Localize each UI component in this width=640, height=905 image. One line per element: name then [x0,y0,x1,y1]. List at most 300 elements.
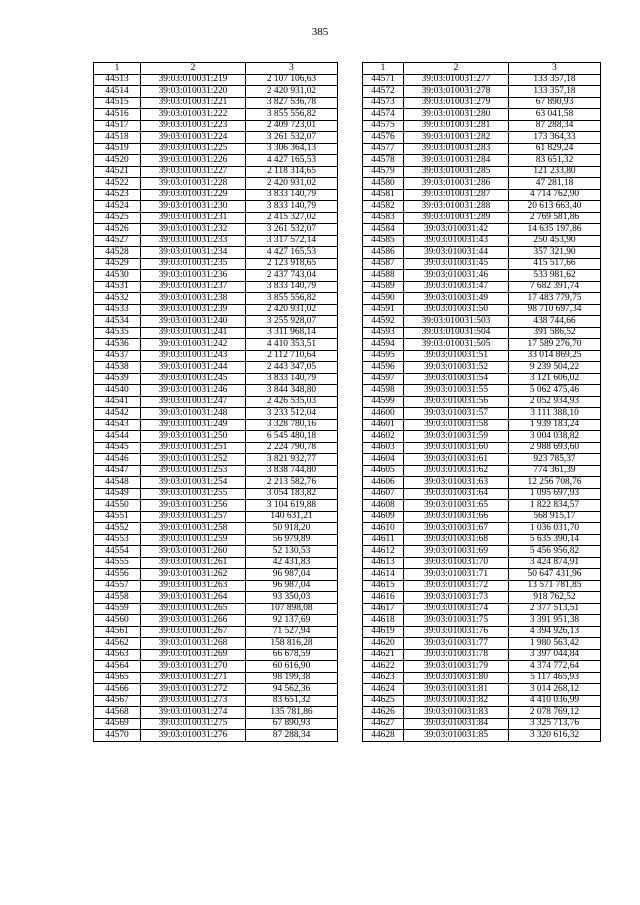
value-cell: 12 256 708,76 [509,477,601,489]
value-cell: 107 898,08 [246,603,338,615]
value-cell: 5 635 390,14 [509,534,601,546]
row-number-cell: 44533 [94,304,141,316]
table-row [363,327,601,339]
cadastral-number-cell: 39:03:010031:55 [404,385,509,397]
table-row [363,615,601,627]
row-number-cell: 44580 [363,178,404,190]
value-cell: 918 762,52 [509,592,601,604]
cadastral-number-cell: 39:03:010031:244 [141,362,246,374]
cadastral-number-cell: 39:03:010031:247 [141,396,246,408]
table-row [94,224,338,236]
table-row [94,511,338,523]
table-row [363,132,601,144]
cadastral-number-cell: 39:03:010031:248 [141,408,246,420]
cadastral-number-cell: 39:03:010031:266 [141,615,246,627]
cadastral-number-cell: 39:03:010031:230 [141,201,246,213]
header-cell: 2 [141,63,246,75]
row-number-cell: 44527 [94,235,141,247]
table-row [363,224,601,236]
row-number-cell: 44559 [94,603,141,615]
value-cell: 98 710 697,34 [509,304,601,316]
cadastral-number-cell: 39:03:010031:64 [404,488,509,500]
value-cell: 2 123 918,65 [246,258,338,270]
table-row [363,626,601,638]
table-row [363,201,601,213]
row-number-cell: 44522 [94,178,141,190]
cadastral-number-cell: 39:03:010031:271 [141,672,246,684]
value-cell: 2 420 931,02 [246,304,338,316]
row-number-cell: 44567 [94,695,141,707]
row-number-cell: 44578 [363,155,404,167]
value-cell: 158 816,28 [246,638,338,650]
value-cell: 2 213 582,76 [246,477,338,489]
table-row [94,557,338,569]
cadastral-number-cell: 39:03:010031:67 [404,523,509,535]
row-number-cell: 44541 [94,396,141,408]
row-number-cell: 44605 [363,465,404,477]
row-number-cell: 44534 [94,316,141,328]
table-row [94,339,338,351]
table-row [94,603,338,615]
row-number-cell: 44577 [363,143,404,155]
value-cell: 33 014 869,25 [509,350,601,362]
value-cell: 4 394 926,13 [509,626,601,638]
cadastral-number-cell: 39:03:010031:46 [404,270,509,282]
cadastral-number-cell: 39:03:010031:223 [141,120,246,132]
table-row [363,373,601,385]
header-cell: 1 [363,63,404,75]
cadastral-number-cell: 39:03:010031:245 [141,373,246,385]
row-number-cell: 44624 [363,684,404,696]
cadastral-number-cell: 39:03:010031:226 [141,155,246,167]
table-row [363,350,601,362]
row-number-cell: 44569 [94,718,141,730]
table-row [94,546,338,558]
row-number-cell: 44595 [363,350,404,362]
value-cell: 133 357,18 [509,74,601,86]
value-cell: 50 918,20 [246,523,338,535]
row-number-cell: 44600 [363,408,404,420]
table-row [94,350,338,362]
value-cell: 4 410 353,51 [246,339,338,351]
value-cell: 7 682 391,74 [509,281,601,293]
row-number-cell: 44547 [94,465,141,477]
row-number-cell: 44579 [363,166,404,178]
table-row [94,672,338,684]
table-row [94,293,338,305]
value-cell: 2 769 581,86 [509,212,601,224]
cadastral-number-cell: 39:03:010031:71 [404,569,509,581]
cadastral-table-right [362,62,601,742]
row-number-cell: 44561 [94,626,141,638]
value-cell: 3 004 038,82 [509,431,601,443]
table-row [363,569,601,581]
cadastral-number-cell: 39:03:010031:274 [141,707,246,719]
table-row [94,477,338,489]
value-cell: 4 410 036,99 [509,695,601,707]
cadastral-number-cell: 39:03:010031:237 [141,281,246,293]
table-row [363,488,601,500]
value-cell: 2 443 347,05 [246,362,338,374]
table-row [363,316,601,328]
value-cell: 140 631,21 [246,511,338,523]
row-number-cell: 44618 [363,615,404,627]
value-cell: 2 420 931,02 [246,178,338,190]
table-row [94,270,338,282]
row-number-cell: 44609 [363,511,404,523]
row-number-cell: 44536 [94,339,141,351]
value-cell: 17 589 276,70 [509,339,601,351]
cadastral-number-cell: 39:03:010031:505 [404,339,509,351]
value-cell: 4 374 772,64 [509,661,601,673]
table-row [94,385,338,397]
row-number-cell: 44574 [363,109,404,121]
table-row [363,442,601,454]
row-number-cell: 44515 [94,97,141,109]
table-row [363,385,601,397]
row-number-cell: 44592 [363,316,404,328]
table-row [363,304,601,316]
cadastral-number-cell: 39:03:010031:256 [141,500,246,512]
table-row [363,97,601,109]
value-cell: 3 397 044,84 [509,649,601,661]
cadastral-number-cell: 39:03:010031:65 [404,500,509,512]
row-number-cell: 44531 [94,281,141,293]
value-cell: 1 822 834,57 [509,500,601,512]
row-number-cell: 44608 [363,500,404,512]
value-cell: 3 838 744,80 [246,465,338,477]
row-number-cell: 44607 [363,488,404,500]
row-number-cell: 44565 [94,672,141,684]
cadastral-number-cell: 39:03:010031:42 [404,224,509,236]
row-number-cell: 44627 [363,718,404,730]
row-number-cell: 44572 [363,86,404,98]
row-number-cell: 44598 [363,385,404,397]
cadastral-number-cell: 39:03:010031:79 [404,661,509,673]
value-cell: 67 890,93 [246,718,338,730]
value-cell: 2 107 106,63 [246,74,338,86]
cadastral-number-cell: 39:03:010031:233 [141,235,246,247]
row-number-cell: 44626 [363,707,404,719]
table-row [94,155,338,167]
row-number-cell: 44602 [363,431,404,443]
cadastral-number-cell: 39:03:010031:43 [404,235,509,247]
table-row [363,270,601,282]
row-number-cell: 44526 [94,224,141,236]
value-cell: 438 744,66 [509,316,601,328]
value-cell: 92 137,69 [246,615,338,627]
cadastral-number-cell: 39:03:010031:261 [141,557,246,569]
table-row [363,454,601,466]
table-row [363,74,601,86]
page-number: 385 [311,26,329,38]
table-row [94,626,338,638]
table-row [94,500,338,512]
row-number-cell: 44611 [363,534,404,546]
cadastral-number-cell: 39:03:010031:73 [404,592,509,604]
value-cell: 47 281,18 [509,178,601,190]
table-row [363,638,601,650]
table-row [94,235,338,247]
row-number-cell: 44599 [363,396,404,408]
row-number-cell: 44622 [363,661,404,673]
cadastral-number-cell: 39:03:010031:60 [404,442,509,454]
table-row [94,109,338,121]
value-cell: 3 827 536,78 [246,97,338,109]
table-row [363,684,601,696]
cadastral-number-cell: 39:03:010031:289 [404,212,509,224]
cadastral-number-cell: 39:03:010031:75 [404,615,509,627]
cadastral-number-cell: 39:03:010031:72 [404,580,509,592]
row-number-cell: 44576 [363,132,404,144]
cadastral-number-cell: 39:03:010031:224 [141,132,246,144]
row-number-cell: 44612 [363,546,404,558]
value-cell: 135 781,86 [246,707,338,719]
table-row [94,523,338,535]
row-number-cell: 44549 [94,488,141,500]
cadastral-number-cell: 39:03:010031:225 [141,143,246,155]
table-row [363,189,601,201]
row-number-cell: 44558 [94,592,141,604]
cadastral-number-cell: 39:03:010031:229 [141,189,246,201]
cadastral-number-cell: 39:03:010031:239 [141,304,246,316]
table-row [94,488,338,500]
row-number-cell: 44518 [94,132,141,144]
cadastral-number-cell: 39:03:010031:84 [404,718,509,730]
cadastral-number-cell: 39:03:010031:504 [404,327,509,339]
row-number-cell: 44615 [363,580,404,592]
row-number-cell: 44625 [363,695,404,707]
row-number-cell: 44564 [94,661,141,673]
table-row [94,638,338,650]
value-cell: 3 833 140,79 [246,201,338,213]
value-cell: 61 829,24 [509,143,601,155]
value-cell: 3 391 951,38 [509,615,601,627]
value-cell: 133 357,18 [509,86,601,98]
value-cell: 4 427 165,53 [246,247,338,259]
value-cell: 3 424 874,91 [509,557,601,569]
table-row [94,201,338,213]
cadastral-number-cell: 39:03:010031:268 [141,638,246,650]
cadastral-number-cell: 39:03:010031:232 [141,224,246,236]
table-row [363,212,601,224]
cadastral-number-cell: 39:03:010031:255 [141,488,246,500]
row-number-cell: 44628 [363,730,404,742]
row-number-cell: 44537 [94,350,141,362]
cadastral-number-cell: 39:03:010031:227 [141,166,246,178]
cadastral-number-cell: 39:03:010031:220 [141,86,246,98]
row-number-cell: 44581 [363,189,404,201]
header-cell: 1 [94,63,141,75]
value-cell: 67 890,93 [509,97,601,109]
row-number-cell: 44594 [363,339,404,351]
value-cell: 2 409 723,01 [246,120,338,132]
value-cell: 391 586,52 [509,327,601,339]
row-number-cell: 44555 [94,557,141,569]
row-number-cell: 44557 [94,580,141,592]
row-number-cell: 44516 [94,109,141,121]
row-number-cell: 44525 [94,212,141,224]
table-row [363,362,601,374]
cadastral-number-cell: 39:03:010031:263 [141,580,246,592]
value-cell: 2 988 693,60 [509,442,601,454]
value-cell: 94 562,36 [246,684,338,696]
cadastral-number-cell: 39:03:010031:270 [141,661,246,673]
row-number-cell: 44582 [363,201,404,213]
value-cell: 2 415 327,02 [246,212,338,224]
header-row [94,63,338,75]
table-row [94,86,338,98]
row-number-cell: 44519 [94,143,141,155]
row-number-cell: 44539 [94,373,141,385]
value-cell: 3 844 348,80 [246,385,338,397]
table-row [94,615,338,627]
value-cell: 2 118 314,65 [246,166,338,178]
cadastral-number-cell: 39:03:010031:66 [404,511,509,523]
table-row [94,189,338,201]
cadastral-number-cell: 39:03:010031:273 [141,695,246,707]
row-number-cell: 44517 [94,120,141,132]
value-cell: 83 651,32 [509,155,601,167]
row-number-cell: 44568 [94,707,141,719]
value-cell: 2 437 743,04 [246,270,338,282]
row-number-cell: 44556 [94,569,141,581]
value-cell: 774 361,39 [509,465,601,477]
table-row [363,477,601,489]
table-row [363,281,601,293]
table-row [363,707,601,719]
cadastral-number-cell: 39:03:010031:221 [141,97,246,109]
table-row [363,465,601,477]
cadastral-number-cell: 39:03:010031:243 [141,350,246,362]
row-number-cell: 44550 [94,500,141,512]
table-row [363,396,601,408]
value-cell: 121 233,80 [509,166,601,178]
table-row [94,730,338,742]
row-number-cell: 44575 [363,120,404,132]
value-cell: 96 987,04 [246,580,338,592]
cadastral-number-cell: 39:03:010031:283 [404,143,509,155]
cadastral-number-cell: 39:03:010031:251 [141,442,246,454]
cadastral-number-cell: 39:03:010031:62 [404,465,509,477]
table-row [363,695,601,707]
table-row [94,247,338,259]
value-cell: 3 833 140,79 [246,189,338,201]
cadastral-number-cell: 39:03:010031:277 [404,74,509,86]
value-cell: 173 364,33 [509,132,601,144]
table-row [363,431,601,443]
value-cell: 1 980 563,42 [509,638,601,650]
row-number-cell: 44514 [94,86,141,98]
table-row [363,511,601,523]
cadastral-number-cell: 39:03:010031:69 [404,546,509,558]
cadastral-number-cell: 39:03:010031:59 [404,431,509,443]
cadastral-number-cell: 39:03:010031:231 [141,212,246,224]
row-number-cell: 44621 [363,649,404,661]
cadastral-number-cell: 39:03:010031:45 [404,258,509,270]
row-number-cell: 44544 [94,431,141,443]
cadastral-number-cell: 39:03:010031:253 [141,465,246,477]
cadastral-number-cell: 39:03:010031:76 [404,626,509,638]
cadastral-number-cell: 39:03:010031:74 [404,603,509,615]
table-row [94,304,338,316]
table-row [363,166,601,178]
table-row [94,362,338,374]
table-row [363,661,601,673]
cadastral-number-cell: 39:03:010031:51 [404,350,509,362]
row-number-cell: 44610 [363,523,404,535]
cadastral-number-cell: 39:03:010031:280 [404,109,509,121]
cadastral-number-cell: 39:03:010031:260 [141,546,246,558]
value-cell: 2 377 513,51 [509,603,601,615]
table-row [94,97,338,109]
table-row [94,212,338,224]
value-cell: 4 714 762,90 [509,189,601,201]
cadastral-number-cell: 39:03:010031:238 [141,293,246,305]
value-cell: 13 571 781,85 [509,580,601,592]
value-cell: 3 233 512,04 [246,408,338,420]
row-number-cell: 44604 [363,454,404,466]
cadastral-number-cell: 39:03:010031:276 [141,730,246,742]
row-number-cell: 44596 [363,362,404,374]
table-row [94,465,338,477]
table-row [94,281,338,293]
cadastral-number-cell: 39:03:010031:52 [404,362,509,374]
cadastral-number-cell: 39:03:010031:267 [141,626,246,638]
cadastral-number-cell: 39:03:010031:56 [404,396,509,408]
row-number-cell: 44542 [94,408,141,420]
value-cell: 3 014 268,12 [509,684,601,696]
table-row [94,569,338,581]
table-row [94,707,338,719]
table-row [363,120,601,132]
value-cell: 3 261 532,07 [246,132,338,144]
value-cell: 2 426 535,03 [246,396,338,408]
cadastral-number-cell: 39:03:010031:282 [404,132,509,144]
row-number-cell: 44540 [94,385,141,397]
row-number-cell: 44563 [94,649,141,661]
cadastral-number-cell: 39:03:010031:246 [141,385,246,397]
value-cell: 3 104 619,88 [246,500,338,512]
row-number-cell: 44616 [363,592,404,604]
cadastral-number-cell: 39:03:010031:262 [141,569,246,581]
cadastral-number-cell: 39:03:010031:249 [141,419,246,431]
table-row [363,649,601,661]
cadastral-number-cell: 39:03:010031:281 [404,120,509,132]
table-row [94,178,338,190]
table-row [94,327,338,339]
row-number-cell: 44587 [363,258,404,270]
cadastral-number-cell: 39:03:010031:236 [141,270,246,282]
value-cell: 5 117 465,93 [509,672,601,684]
row-number-cell: 44524 [94,201,141,213]
cadastral-number-cell: 39:03:010031:275 [141,718,246,730]
row-number-cell: 44591 [363,304,404,316]
value-cell: 2 224 790,78 [246,442,338,454]
value-cell: 2 420 931,02 [246,86,338,98]
cadastral-number-cell: 39:03:010031:252 [141,454,246,466]
table-row [363,258,601,270]
cadastral-number-cell: 39:03:010031:265 [141,603,246,615]
cadastral-number-cell: 39:03:010031:50 [404,304,509,316]
cadastral-number-cell: 39:03:010031:234 [141,247,246,259]
row-number-cell: 44520 [94,155,141,167]
value-cell: 6 545 480,18 [246,431,338,443]
cadastral-number-cell: 39:03:010031:78 [404,649,509,661]
value-cell: 3 121 606,02 [509,373,601,385]
value-cell: 3 821 932,77 [246,454,338,466]
value-cell: 1 036 031,70 [509,523,601,535]
